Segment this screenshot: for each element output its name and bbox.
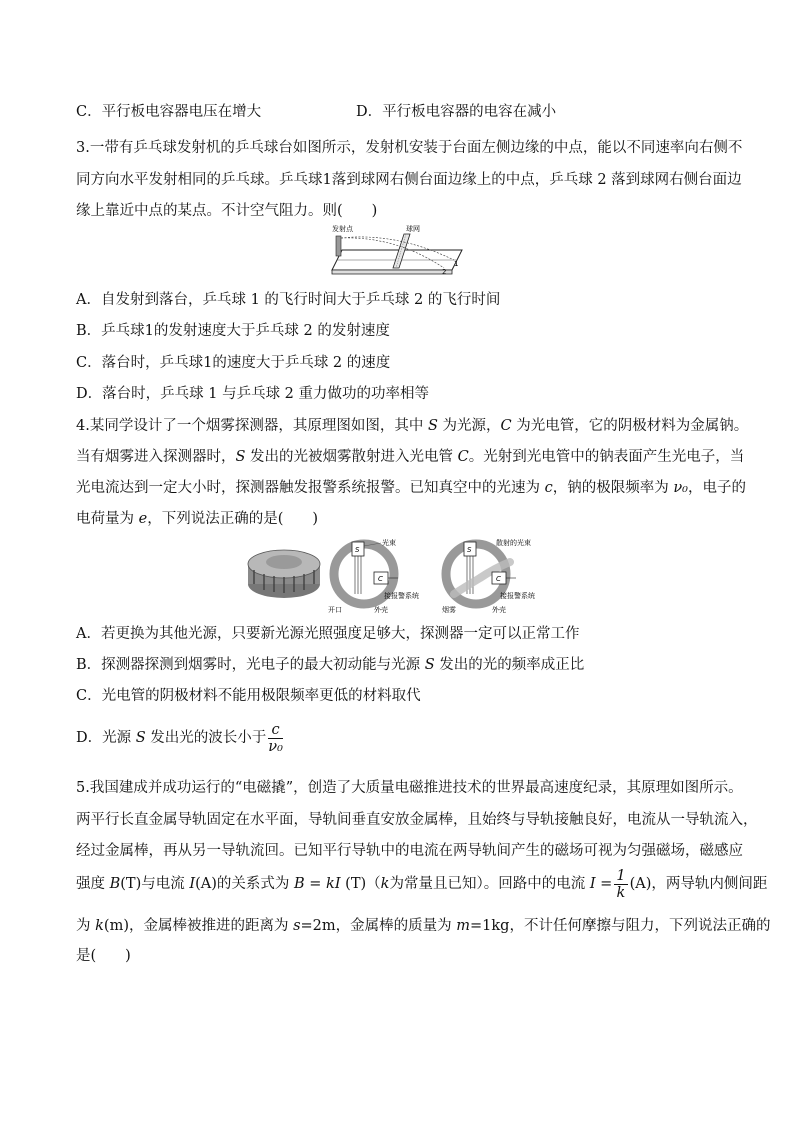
source-s-label-2: S bbox=[467, 546, 472, 554]
q4-stem-line3: 光电流达到一定大小时，探测器触发报警系统报警。已知真空中的光速为 c，钠的极限频率为 ν₀，电子的 bbox=[76, 480, 746, 496]
q5-stem-line1: 5.我国建成并成功运行的“电磁撬”，创造了大质量电磁推进技术的世界最高速度纪录，其原理如图所示。 bbox=[76, 780, 743, 796]
net-label: 球网 bbox=[406, 225, 420, 233]
housing-label-2: 外壳 bbox=[492, 606, 506, 614]
scattered-beam-label: 散射的光束 bbox=[496, 539, 531, 547]
housing-label-1: 外壳 bbox=[374, 606, 388, 614]
detector-diagram-no-smoke bbox=[328, 534, 428, 616]
q5-stem-line2: 两平行长直金属导轨固定在水平面，导轨间垂直安放金属棒，且始终与导轨接触良好，电流从一导轨流入， bbox=[76, 812, 758, 828]
ball-2-label: 2 bbox=[442, 268, 447, 276]
detector-diagram-smoke bbox=[440, 534, 546, 616]
smoke-detector-photo bbox=[244, 540, 324, 606]
alarm-label-1: 接报警系统 bbox=[384, 592, 419, 600]
q4-option-b: B．探测器探测到烟雾时，光电子的最大初动能与光源 S 发出的光的频率成正比 bbox=[76, 657, 585, 673]
q3-stem-line1: 3.一带有乒乓球发射机的乒乓球台如图所示，发射机安装于台面左侧边缘的中点，能以不同速率向右侧不 bbox=[76, 140, 743, 156]
q5-stem-line3: 经过金属棒，再从另一导轨流回。已知平行导轨中的电流在两导轨间产生的磁场可视为匀强磁场，磁感应 bbox=[76, 843, 743, 859]
q3-option-b: B．乒乓球1的发射速度大于乒乓球 2 的发射速度 bbox=[76, 323, 390, 339]
q4-option-c: C．光电管的阴极材料不能用极限频率更低的材料取代 bbox=[76, 688, 421, 704]
q4-stem-line4: 电荷量为 e，下列说法正确的是( ) bbox=[76, 511, 319, 527]
q3-option-d: D．落台时，乒乓球 1 与乒乓球 2 重力做功的功率相等 bbox=[76, 386, 430, 402]
beam-label: 光束 bbox=[382, 539, 396, 547]
q4-option-a: A．若更换为其他光源，只要新光源光照强度足够大，探测器一定可以正常工作 bbox=[76, 626, 580, 642]
ball-1-label: 1 bbox=[454, 260, 459, 268]
launch-point-label: 发射点 bbox=[332, 225, 353, 233]
q4-stem-line2: 当有烟雾进入探测器时，S 发出的光被烟雾散射进入光电管 C。光射到光电管中的钠表面产生光电子，当 bbox=[76, 449, 745, 465]
q5-stem-line6: 是( ) bbox=[76, 948, 131, 964]
alarm-label-2: 接报警系统 bbox=[500, 592, 535, 600]
c-over-nu0-fraction: $\frac{c}{\text{ν₀}}$ bbox=[268, 721, 283, 755]
q5-stem-line4: 强度 B(T)与电流 I(A)的关系式为 B = kI (T)（k为常量且已知）。回路中的电流 I = $\frac{1}{k}$ (A)，两导轨内侧间距 bbox=[76, 867, 768, 901]
ping-pong-table-figure bbox=[326, 222, 470, 280]
photocell-c-label-2: C bbox=[496, 575, 501, 583]
q3-option-a: A．自发射到落台，乒乓球 1 的飞行时间大于乒乓球 2 的飞行时间 bbox=[76, 292, 501, 308]
one-over-k-fraction: $\frac{1}{k}$ bbox=[616, 867, 626, 901]
q4-stem-line1: 4.某同学设计了一个烟雾探测器，其原理图如图，其中 S 为光源，C 为光电管，它的阴极材料为金属钠。 bbox=[76, 418, 749, 434]
q2-option-c: C．平行板电容器电压在增大 bbox=[76, 104, 262, 120]
q3-stem-line3: 缘上靠近中点的某点。不计空气阻力。则( ) bbox=[76, 203, 378, 219]
opening-label: 开口 bbox=[328, 606, 342, 614]
q2-option-d: D．平行板电容器的电容在减小 bbox=[356, 104, 557, 120]
q3-stem-line2: 同方向水平发射相同的乒乓球。乒乓球1落到球网右侧台面边缘上的中点，乒乓球 2 落到球网右侧台面边 bbox=[76, 172, 742, 188]
photocell-c-label: C bbox=[378, 575, 383, 583]
q5-stem-line5: 为 k(m)，金属棒被推进的距离为 s=2m，金属棒的质量为 m=1kg，不计任何摩擦与阻力，下列说法正确的 bbox=[76, 918, 771, 934]
smoke-label: 烟雾 bbox=[442, 606, 456, 614]
source-s-label: S bbox=[355, 546, 360, 554]
q4-option-d: D．光源 S 发出光的波长小于 $\frac{c}{\text{ν₀}}$ bbox=[76, 721, 283, 755]
q3-option-c: C．落台时，乒乓球1的速度大于乒乓球 2 的速度 bbox=[76, 355, 391, 371]
